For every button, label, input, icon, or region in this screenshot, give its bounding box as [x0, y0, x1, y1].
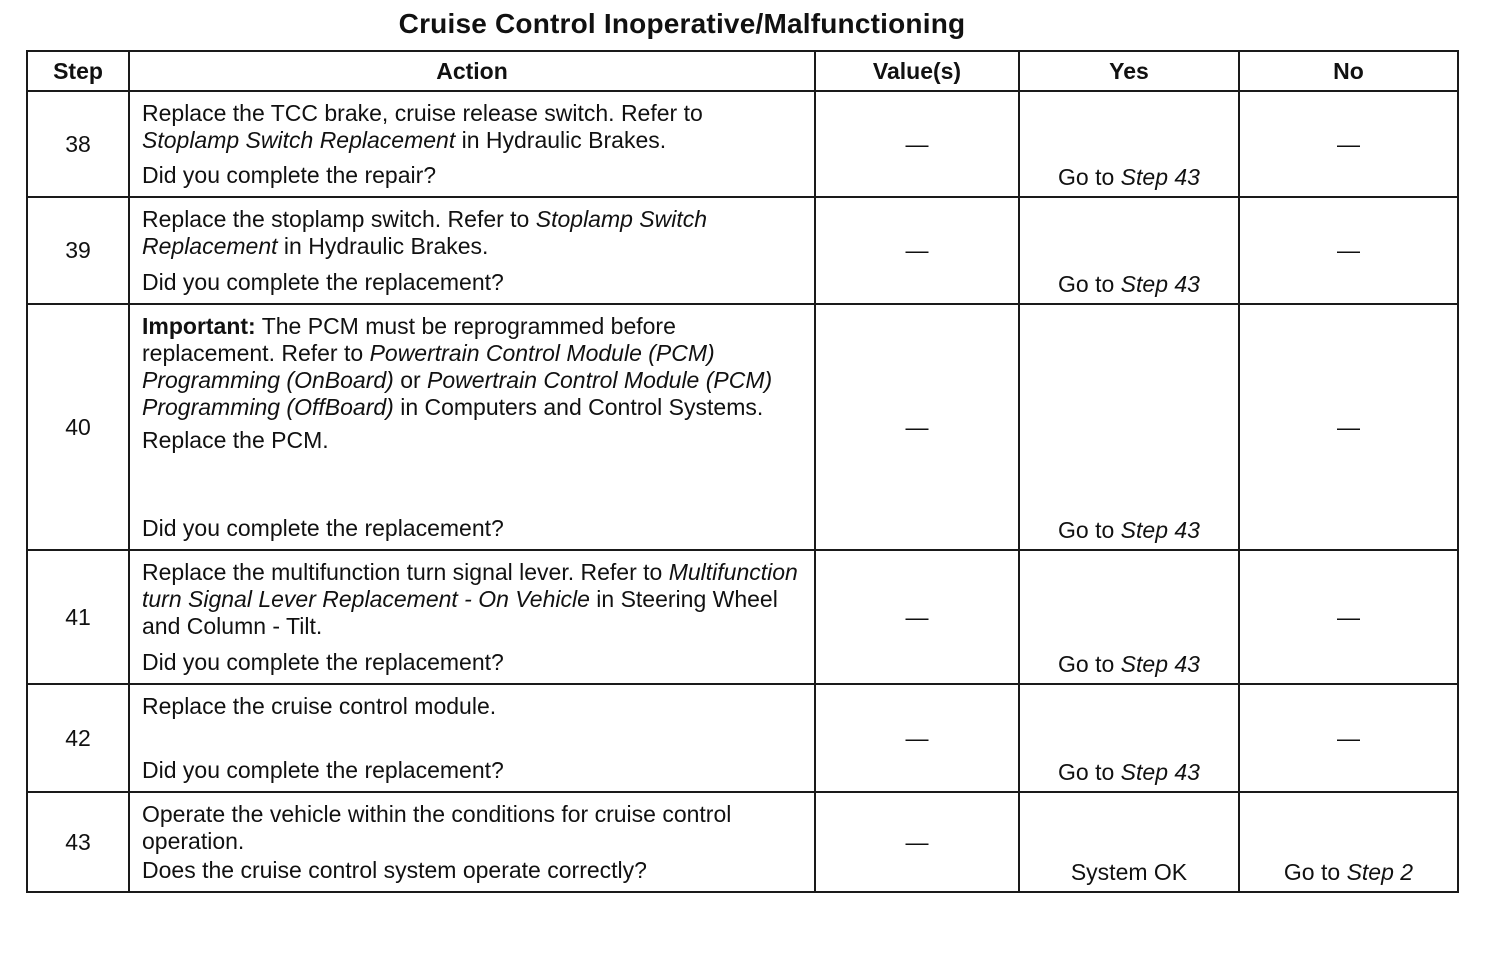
table-row-step-40 — [27, 304, 1458, 550]
diagnostic-table — [26, 50, 1459, 893]
question-text: Did you complete the replacement? — [142, 269, 504, 295]
action-text: Important: The PCM must be reprogrammed before replacement. Refer to Powertrain Control Module (PCM) Programming (OnBoard) or Powertrain Control Module (PCM) Programming (OffBoard) in Computers and Control Systems. — [142, 313, 773, 420]
action-cell — [129, 197, 815, 304]
page-title: Cruise Control Inoperative/Malfunctioning — [398, 8, 966, 39]
action-cell — [129, 684, 815, 792]
action-text: Replace the cruise control module. — [142, 693, 497, 719]
table-row-step-43 — [27, 792, 1458, 892]
question-text: Did you complete the replacement? — [142, 515, 504, 541]
header-step: Step — [27, 51, 129, 91]
question-text: Did you complete the replacement? — [142, 649, 504, 675]
header-action: Action — [129, 51, 815, 91]
step-number: 40 — [27, 304, 129, 550]
important-label: Important: — [142, 313, 256, 339]
no-cell: — — [1239, 550, 1458, 684]
action-text: Replace the stoplamp switch. Refer to Stoplamp Switch Replacement in Hydraulic Brakes. — [142, 206, 708, 259]
step-number: 38 — [27, 91, 129, 197]
action-text: Replace the TCC brake, cruise release switch. Refer to Stoplamp Switch Replacement in Hydraulic Brakes. — [142, 100, 703, 153]
value-cell: — — [815, 550, 1019, 684]
action-cell — [129, 792, 815, 892]
action-cell — [129, 91, 815, 197]
no-cell: — — [1239, 684, 1458, 792]
action-cell — [129, 550, 815, 684]
header-values: Value(s) — [815, 51, 1019, 91]
reference-link: Powertrain Control Module (PCM) Programming (OffBoard) — [142, 367, 773, 420]
action-cell — [129, 304, 815, 550]
question-text: Does the cruise control system operate correctly? — [142, 857, 647, 883]
table-row-step-41 — [27, 550, 1458, 684]
value-cell: — — [815, 197, 1019, 304]
reference-link: Stoplamp Switch Replacement — [142, 127, 456, 153]
action-text: Operate the vehicle within the conditions for cruise control operation. — [142, 801, 732, 854]
yes-cell: Go to Step 43 — [1019, 91, 1239, 197]
no-cell: — — [1239, 304, 1458, 550]
step-number: 41 — [27, 550, 129, 684]
action-text: Replace the multifunction turn signal lever. Refer to Multifunction turn Signal Lever Replacement - On Vehicle in Steering Wheel and Column - Tilt. — [142, 559, 798, 639]
reference-link: Stoplamp Switch Replacement — [142, 206, 708, 259]
question-text: Did you complete the repair? — [142, 162, 437, 188]
reference-link: Multifunction turn Signal Lever Replacement - On Vehicle — [142, 559, 798, 612]
header-yes: Yes — [1019, 51, 1239, 91]
yes-cell: System OK — [1019, 792, 1239, 892]
value-cell: — — [815, 91, 1019, 197]
no-cell: — — [1239, 197, 1458, 304]
yes-cell: Go to Step 43 — [1019, 684, 1239, 792]
table-row-step-42 — [27, 684, 1458, 792]
table-row-step-39 — [27, 197, 1458, 304]
no-cell: Go to Step 2 — [1239, 792, 1458, 892]
table-row-step-38 — [27, 91, 1458, 197]
table-header-row — [27, 51, 1458, 91]
yes-cell: Go to Step 43 — [1019, 197, 1239, 304]
step-number: 39 — [27, 197, 129, 304]
yes-cell: Go to Step 43 — [1019, 304, 1239, 550]
action-instruction: Replace the PCM. — [142, 427, 329, 453]
value-cell: — — [815, 792, 1019, 892]
header-no: No — [1239, 51, 1458, 91]
value-cell: — — [815, 304, 1019, 550]
step-number: 42 — [27, 684, 129, 792]
question-text: Did you complete the replacement? — [142, 757, 504, 783]
no-cell: — — [1239, 91, 1458, 197]
yes-cell: Go to Step 43 — [1019, 550, 1239, 684]
value-cell: — — [815, 684, 1019, 792]
reference-link: Powertrain Control Module (PCM) Programming (OnBoard) — [142, 340, 715, 393]
step-number: 43 — [27, 792, 129, 892]
